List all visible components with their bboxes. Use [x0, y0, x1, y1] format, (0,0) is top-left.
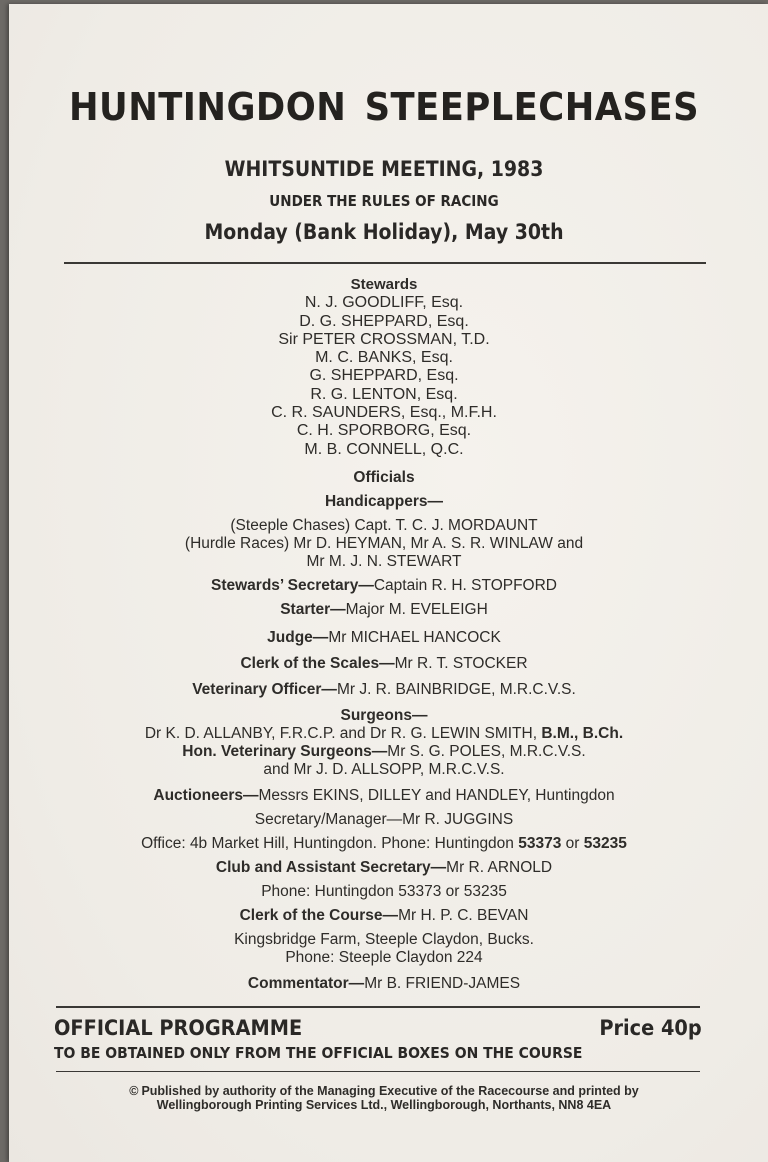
- starter-row: [0, 601, 768, 619]
- handicapper-hurdle-cont: Mr M. J. N. STEWART: [306, 553, 462, 570]
- copyright-icon: ©: [129, 1084, 139, 1098]
- secretary-manager-label: Secretary/Manager—: [254, 811, 403, 828]
- officials-heading: Officials: [353, 469, 415, 486]
- commentator-row: [0, 975, 768, 993]
- clerk-course-row: [0, 907, 768, 925]
- surgeons-value: Dr K. D. ALLANBY, F.R.C.P. and Dr R. G. LEWIN SMITH,: [144, 725, 542, 742]
- auctioneers-value: Messrs EKINS, DILLEY and HANDLEY, Huntingdon: [258, 787, 615, 804]
- hon-vets-cont: and Mr J. D. ALLSOPP, M.R.C.V.S.: [263, 761, 505, 778]
- footer-line-2: Wellingborough Printing Services Ltd., Wellingborough, Northants, NN8 4EA: [156, 1098, 612, 1112]
- clerk-scales-value: Mr R. T. STOCKER: [394, 655, 528, 672]
- officials-section: [0, 469, 768, 993]
- club-secretary-phone: Phone: Huntingdon 53373 or 53235: [261, 883, 507, 900]
- steward-name: C. R. SAUNDERS, Esq., M.F.H.: [271, 404, 497, 422]
- club-secretary-label: Club and Assistant Secretary—: [215, 859, 447, 876]
- auctioneers-row: [0, 787, 768, 805]
- starter-value: Major M. EVELEIGH: [345, 601, 488, 618]
- judge-row: [0, 629, 768, 647]
- stewards-secretary-row: [0, 577, 768, 595]
- judge-label: Judge—: [267, 629, 329, 646]
- rules-subtitle: UNDER THE RULES OF RACING: [269, 192, 499, 210]
- commentator-label: Commentator—: [247, 975, 365, 992]
- surgeons-label: Surgeons—: [340, 707, 428, 724]
- stewards-secretary-value: Captain R. H. STOPFORD: [373, 577, 558, 594]
- steward-name: D. G. SHEPPARD, Esq.: [299, 312, 469, 330]
- office-text: Office: 4b Market Hill, Huntingdon. Phone: Huntingdon: [141, 835, 519, 852]
- meeting-date: Monday (Bank Holiday), May 30th: [204, 220, 564, 244]
- page-title: HUNTINGDON STEEPLECHASES: [68, 85, 699, 129]
- office-phone-1: 53373: [518, 835, 562, 852]
- hon-vets-value: Mr S. G. POLES, M.R.C.V.S.: [387, 743, 586, 760]
- stewards-section: [0, 276, 768, 459]
- starter-label: Starter—: [280, 601, 346, 618]
- handicapper-hurdle: (Hurdle Races) Mr D. HEYMAN, Mr A. S. R. WINLAW and: [184, 535, 584, 552]
- programme-notice: TO BE OBTAINED ONLY FROM THE OFFICIAL BOXES ON THE COURSE: [54, 1044, 583, 1062]
- clerk-scales-row: [0, 655, 768, 673]
- clerk-course-phone: Phone: Steeple Claydon 224: [285, 949, 483, 966]
- hon-vets-row: [0, 743, 768, 761]
- handicapper-steeple: (Steeple Chases) Capt. T. C. J. MORDAUNT: [230, 517, 538, 534]
- office-phone-2: 53235: [583, 835, 627, 852]
- steward-name: M. C. BANKS, Esq.: [315, 349, 453, 367]
- judge-value: Mr MICHAEL HANCOCK: [328, 629, 501, 646]
- header-divider: [64, 262, 706, 264]
- clerk-course-address: Kingsbridge Farm, Steeple Claydon, Bucks.: [234, 931, 534, 948]
- clerk-course-value: Mr H. P. C. BEVAN: [398, 907, 529, 924]
- handicappers-label: Handicappers—: [324, 493, 443, 510]
- vet-officer-value: Mr J. R. BAINBRIDGE, M.R.C.V.S.: [336, 681, 576, 698]
- office-row: [0, 835, 768, 853]
- secretary-manager-row: [0, 811, 768, 829]
- surgeons-row: [0, 725, 768, 743]
- stewards-secretary-label: Stewards’ Secretary—: [210, 577, 374, 594]
- auctioneers-label: Auctioneers—: [153, 787, 259, 804]
- clerk-scales-label: Clerk of the Scales—: [240, 655, 395, 672]
- commentator-value: Mr B. FRIEND-JAMES: [364, 975, 521, 992]
- office-or: or: [561, 835, 584, 852]
- stewards-heading: Stewards: [350, 276, 418, 293]
- footer-text-1: Published by authority of the Managing Executive of the Racecourse and printed by: [141, 1084, 639, 1098]
- programme-banner: [54, 1016, 702, 1062]
- footer-line-1: [0, 1084, 768, 1098]
- programme-row: [54, 1016, 702, 1040]
- programme-divider-bottom: [56, 1071, 700, 1072]
- clerk-course-label: Clerk of the Course—: [239, 907, 399, 924]
- club-secretary-value: Mr R. ARNOLD: [446, 859, 553, 876]
- steward-name: N. J. GOODLIFF, Esq.: [304, 294, 464, 312]
- steward-name: G. SHEPPARD, Esq.: [309, 367, 459, 385]
- hon-vets-label: Hon. Veterinary Surgeons—: [182, 743, 388, 760]
- programme-label: OFFICIAL PROGRAMME: [54, 1016, 303, 1040]
- club-secretary-row: [0, 859, 768, 877]
- secretary-manager-value: Mr R. JUGGINS: [402, 811, 514, 828]
- vet-officer-row: [0, 681, 768, 699]
- steward-name: M. B. CONNELL, Q.C.: [304, 440, 464, 458]
- publisher-footer: [0, 1084, 768, 1112]
- steward-name: C. H. SPORBORG, Esq.: [296, 422, 472, 440]
- programme-price: Price 40p: [599, 1016, 702, 1040]
- steward-name: Sir PETER CROSSMAN, T.D.: [278, 330, 490, 348]
- meeting-title: WHITSUNTIDE MEETING, 1983: [224, 157, 544, 181]
- vet-officer-label: Veterinary Officer—: [192, 681, 337, 698]
- steward-name: R. G. LENTON, Esq.: [310, 385, 458, 403]
- surgeons-qualification: B.M., B.Ch.: [541, 725, 624, 742]
- programme-divider-top: [56, 1006, 700, 1008]
